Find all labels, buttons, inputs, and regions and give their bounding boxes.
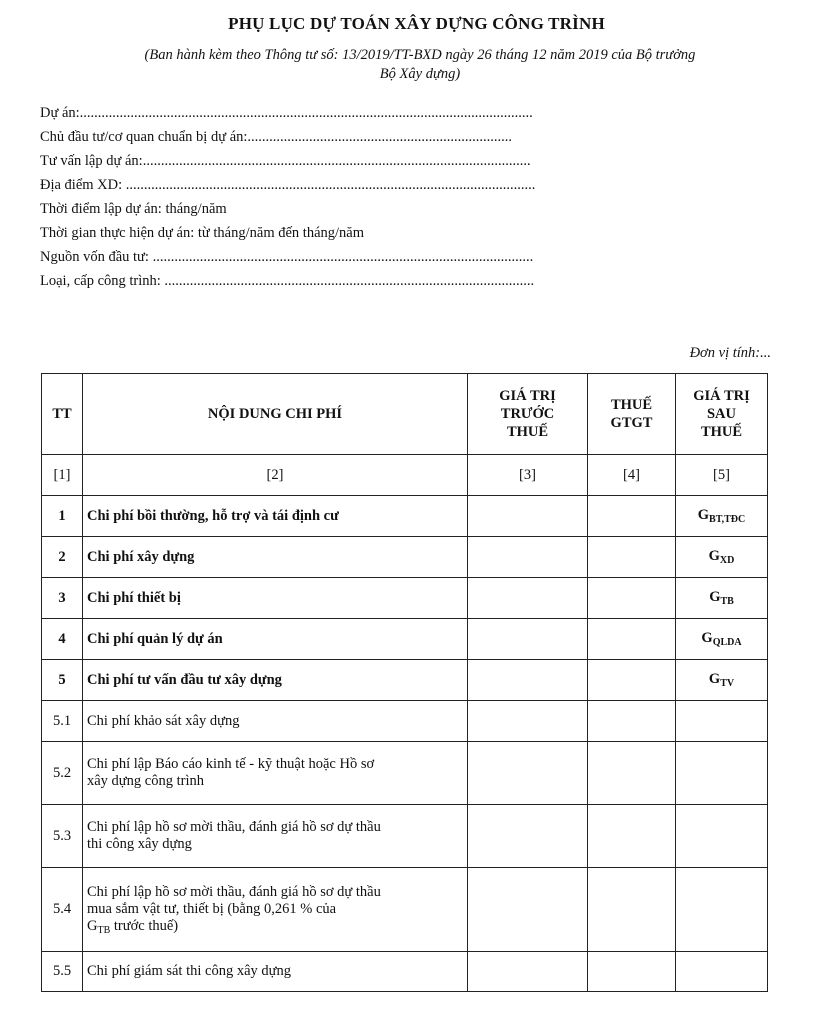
row-after-tax	[676, 952, 768, 992]
row-content: Chi phí bồi thường, hỗ trợ và tái định cư	[83, 496, 468, 537]
row-content-line: Chi phí lập hồ sơ mời thầu, đánh giá hồ sơ dự thầu	[87, 883, 381, 900]
row-content	[83, 805, 468, 868]
row-content	[83, 742, 468, 805]
row-vat	[588, 805, 676, 868]
subtitle-line-1: (Ban hành kèm theo Thông tư số: 13/2019/TT-BXD ngày 26 tháng 12 năm 2019 của Bộ trưởng	[144, 47, 696, 63]
row-vat	[588, 868, 676, 952]
info-investor: Chủ đầu tư/cơ quan chuẩn bị dự án:.........................................................................	[40, 129, 513, 145]
symbol-sub: QLDA	[712, 637, 742, 648]
row-vat	[588, 952, 676, 992]
table-row	[42, 742, 768, 805]
table-row	[42, 496, 768, 537]
symbol-sub: TB	[720, 596, 734, 607]
row-before-tax	[468, 952, 588, 992]
row-tt: 4	[42, 619, 83, 660]
header-before-tax-line: TRƯỚC	[500, 406, 555, 422]
row-vat	[588, 537, 676, 578]
table-row	[42, 660, 768, 701]
row-after-tax	[676, 868, 768, 952]
symbol-sub: TV	[720, 678, 735, 689]
symbol-base: G	[708, 671, 721, 687]
index-cell: [2]	[83, 455, 468, 496]
header-before-tax-line: GIÁ TRỊ	[499, 388, 556, 404]
row-before-tax	[468, 496, 588, 537]
index-row	[42, 455, 768, 496]
row-tt: 3	[42, 578, 83, 619]
header-after-tax	[676, 374, 768, 455]
row-content: Chi phí thiết bị	[83, 578, 468, 619]
row-before-tax	[468, 578, 588, 619]
header-after-tax-line: GIÁ TRỊ	[693, 388, 750, 404]
row-content-tail: trước thuế)	[110, 917, 179, 934]
row-vat	[588, 660, 676, 701]
row-tt: 5.4	[42, 868, 83, 952]
symbol-base: G	[708, 548, 720, 564]
symbol-sub: XD	[719, 555, 735, 566]
cost-table	[41, 373, 768, 992]
row-content: Chi phí tư vấn đầu tư xây dựng	[83, 660, 468, 701]
header-tt: TT	[42, 374, 83, 455]
row-before-tax	[468, 660, 588, 701]
row-before-tax	[468, 805, 588, 868]
row-tt: 5.1	[42, 701, 83, 742]
info-consultant: Tư vấn lập dự án:...........................................................................................................	[40, 153, 531, 169]
row-after-tax	[676, 742, 768, 805]
info-duration: Thời gian thực hiện dự án: từ tháng/năm đến tháng/năm	[40, 225, 364, 241]
table-row	[42, 868, 768, 952]
header-vat	[588, 374, 676, 455]
unit-label: Đơn vị tính:...	[689, 345, 771, 361]
symbol-base: G	[697, 507, 710, 523]
row-before-tax	[468, 619, 588, 660]
row-tt: 5.3	[42, 805, 83, 868]
info-prep-time: Thời điểm lập dự án: tháng/năm	[40, 201, 227, 217]
row-content	[83, 868, 468, 952]
row-before-tax	[468, 742, 588, 805]
header-before-tax	[468, 374, 588, 455]
symbol-base: G	[87, 917, 98, 934]
row-vat	[588, 578, 676, 619]
header-after-tax-line: SAU	[706, 406, 736, 422]
row-content-line	[87, 918, 463, 936]
header-vat-line: THUẾ	[610, 397, 653, 413]
header-after-tax-line: THUẾ	[700, 424, 743, 440]
row-after-tax	[676, 496, 768, 537]
row-vat	[588, 619, 676, 660]
row-content-line: mua sắm vật tư, thiết bị (bằng 0,261 % của	[87, 900, 337, 917]
index-cell: [5]	[676, 455, 768, 496]
row-vat	[588, 701, 676, 742]
row-after-tax	[676, 660, 768, 701]
table-row	[42, 952, 768, 992]
row-vat	[588, 742, 676, 805]
info-location: Địa điểm XD: .................................................................................................................	[40, 177, 536, 193]
symbol-base: G	[701, 630, 713, 646]
row-content: Chi phí quản lý dự án	[83, 619, 468, 660]
subtitle-line-2: Bộ Xây dựng)	[379, 66, 461, 82]
row-vat	[588, 496, 676, 537]
info-category: Loại, cấp công trình: ......................................................................................................	[40, 273, 535, 289]
row-after-tax	[676, 701, 768, 742]
row-after-tax	[676, 578, 768, 619]
project-info	[40, 101, 720, 293]
row-tt: 2	[42, 537, 83, 578]
header-content: NỘI DUNG CHI PHÍ	[83, 374, 468, 455]
table-row	[42, 701, 768, 742]
header-row	[42, 374, 768, 455]
row-before-tax	[468, 701, 588, 742]
index-cell: [1]	[42, 455, 83, 496]
row-content: Chi phí xây dựng	[83, 537, 468, 578]
index-cell: [3]	[468, 455, 588, 496]
row-content-line: Chi phí lập Báo cáo kinh tế - kỹ thuật hoặc Hồ sơ	[87, 756, 375, 772]
header-vat-line: GTGT	[610, 415, 653, 431]
symbol-sub: TB	[97, 924, 111, 936]
row-after-tax	[676, 537, 768, 578]
info-funding: Nguồn vốn đầu tư: .........................................................................................................	[40, 249, 534, 265]
info-project: Dự án:.............................................................................................................................	[40, 105, 533, 121]
row-tt: 5.2	[42, 742, 83, 805]
table-row	[42, 537, 768, 578]
table-row	[42, 619, 768, 660]
table-row	[42, 578, 768, 619]
row-content-line: Chi phí lập hồ sơ mời thầu, đánh giá hồ sơ dự thầu	[87, 819, 381, 835]
row-tt: 5.5	[42, 952, 83, 992]
row-after-tax	[676, 619, 768, 660]
row-content: Chi phí khảo sát xây dựng	[83, 701, 468, 742]
row-before-tax	[468, 868, 588, 952]
row-content-line: thi công xây dựng	[87, 836, 192, 852]
row-tt: 1	[42, 496, 83, 537]
row-content: Chi phí giám sát thi công xây dựng	[83, 952, 468, 992]
document-subtitle	[40, 46, 800, 84]
symbol-sub: BT,TĐC	[709, 514, 746, 525]
symbol-base: G	[709, 589, 721, 605]
row-after-tax	[676, 805, 768, 868]
row-content-line: xây dựng công trình	[87, 773, 204, 789]
header-before-tax-line: THUẾ	[506, 424, 549, 440]
row-tt: 5	[42, 660, 83, 701]
document-title: PHỤ LỤC DỰ TOÁN XÂY DỰNG CÔNG TRÌNH	[228, 14, 605, 33]
index-cell: [4]	[588, 455, 676, 496]
row-before-tax	[468, 537, 588, 578]
table-row	[42, 805, 768, 868]
